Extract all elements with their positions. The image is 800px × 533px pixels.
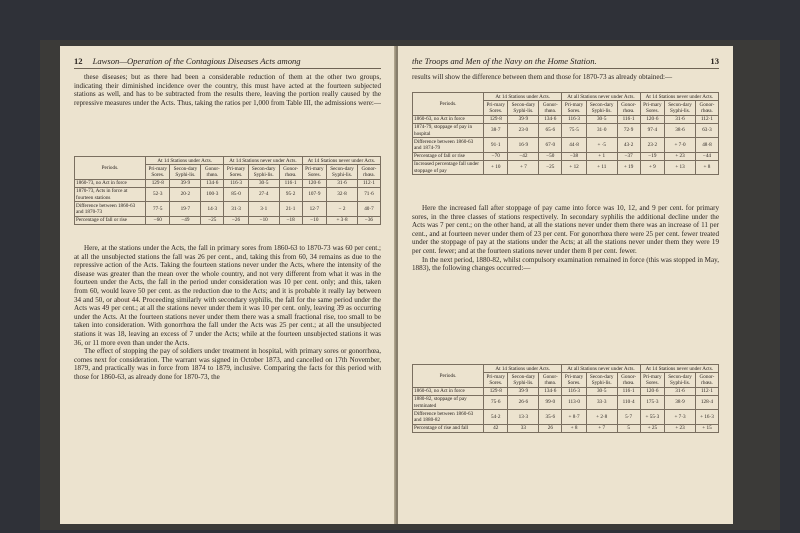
table-cell: −25 bbox=[201, 216, 224, 224]
table-cell: + 55·3 bbox=[640, 410, 664, 424]
table-cell: −42 bbox=[508, 152, 539, 160]
table-cell: 3·1 bbox=[248, 202, 279, 216]
table-cell: 99·0 bbox=[539, 395, 562, 409]
body-text bbox=[74, 73, 381, 107]
table-cell: 120·6 bbox=[640, 387, 664, 395]
terminated-table bbox=[412, 364, 719, 433]
table-cell: 23·0 bbox=[508, 123, 539, 137]
sub-header: Gonor-rhœa. bbox=[539, 101, 562, 115]
row-label: Percentage of fall or rise bbox=[413, 152, 484, 160]
table-cell: 31·6 bbox=[665, 115, 696, 123]
admissions-table bbox=[74, 156, 381, 225]
sub-header: Secon-dary Syphi-lis. bbox=[248, 165, 279, 179]
table-cell: 39·9 bbox=[170, 179, 201, 187]
table-cell: 67·0 bbox=[539, 138, 562, 152]
paragraph: these diseases; but as there had been a considerable reduction of them at the other two groups, indicating their diminished incidence over the country, this must have acted at the fourteen subjected stations as well, and has to be subtracted from the results there, leaving the portion really caused by the repressive measures under the Acts. Thus, taking the ratios per 1,000 from Table III, the admissions were:— bbox=[74, 73, 381, 107]
sub-header: Secon-dary Syphi-lis. bbox=[586, 373, 617, 387]
running-head bbox=[412, 56, 719, 66]
table-cell: 30·5 bbox=[248, 179, 279, 187]
table-cell: + 8·7 bbox=[562, 410, 586, 424]
sub-header: Secon-dary Syphi-lis. bbox=[508, 101, 539, 115]
sub-header: Secon-dary Syphi-lis. bbox=[170, 165, 201, 179]
periods-header: Periods. bbox=[413, 365, 484, 388]
table-cell: 33·3 bbox=[586, 395, 617, 409]
sub-header: Gonor-rhœa. bbox=[357, 165, 380, 179]
sub-header: Pri-mary Sores. bbox=[146, 165, 170, 179]
body-text bbox=[74, 244, 381, 382]
table-row bbox=[75, 202, 381, 216]
table-cell: 112·1 bbox=[357, 179, 380, 187]
table-cell: + 16·3 bbox=[695, 410, 718, 424]
table-cell: 31·6 bbox=[665, 387, 696, 395]
group-header: At 14 Stations never under Acts. bbox=[640, 93, 718, 101]
table-cell: + 3·8 bbox=[327, 216, 358, 224]
table-cell: 128·4 bbox=[695, 395, 718, 409]
row-label: Difference between 1860-63 and 1874-79 bbox=[413, 138, 484, 152]
table-cell: −50 bbox=[539, 152, 562, 160]
table-cell: 26·6 bbox=[508, 395, 539, 409]
sub-header: Gonor-rhœa. bbox=[617, 373, 640, 387]
paragraph: In the next period, 1880-82, whilst compulsory examination remained in force (this was stopped in May, 1883), the following changes occurred:— bbox=[412, 255, 719, 273]
sub-header: Secon-dary Syphi-lis. bbox=[665, 101, 696, 115]
table-cell: 129·8 bbox=[484, 115, 508, 123]
right-page bbox=[398, 46, 733, 524]
table-cell: 21·1 bbox=[279, 202, 302, 216]
table-cell: −25 bbox=[539, 160, 562, 174]
table-row bbox=[413, 160, 719, 174]
row-label: Increased percentage fall under stoppage of pay bbox=[413, 160, 484, 174]
row-label: 1860-63, no Act in force bbox=[413, 387, 484, 395]
table-cell: −26 bbox=[224, 216, 248, 224]
table-row bbox=[413, 424, 719, 432]
table-row bbox=[75, 179, 381, 187]
group-header: At 14 Stations never under Acts. bbox=[640, 365, 718, 373]
table-cell: 38·6 bbox=[665, 123, 696, 137]
group-header: At 14 Stations never under Acts. bbox=[224, 157, 302, 165]
group-header: At all Stations never under Acts. bbox=[562, 365, 640, 373]
table-row bbox=[413, 115, 719, 123]
table-cell: 134·6 bbox=[539, 387, 562, 395]
table-cell: −44 bbox=[695, 152, 718, 160]
table-cell: 112·1 bbox=[695, 387, 718, 395]
row-label: 1870-73, Acts in force at fourteen stations bbox=[75, 187, 146, 201]
table-cell: 120·6 bbox=[640, 115, 664, 123]
row-label: Difference between 1860-63 and 1870-73 bbox=[75, 202, 146, 216]
table-cell: + 23 bbox=[665, 152, 696, 160]
table-cell: + 1 bbox=[586, 152, 617, 160]
table-cell: + 7·0 bbox=[665, 138, 696, 152]
table-cell: 63·3 bbox=[695, 123, 718, 137]
header-rule bbox=[412, 68, 719, 69]
table-cell: 20·2 bbox=[170, 187, 201, 201]
sub-header: Gonor-rhœa. bbox=[695, 373, 718, 387]
periods-header: Periods. bbox=[75, 157, 146, 180]
table-cell: −10 bbox=[302, 216, 326, 224]
table-cell: −36 bbox=[357, 216, 380, 224]
sub-header: Gonor-rhœa. bbox=[695, 101, 718, 115]
table-cell: 77·5 bbox=[146, 202, 170, 216]
table-row bbox=[75, 216, 381, 224]
sub-header: Secon-dary Syphi-lis. bbox=[508, 373, 539, 387]
table-cell: 116·3 bbox=[562, 387, 586, 395]
table-cell: 54·2 bbox=[484, 410, 508, 424]
table-cell: 134·6 bbox=[201, 179, 224, 187]
sub-header: Pri-mary Sores. bbox=[640, 373, 664, 387]
sub-header: Gonor-rhœa. bbox=[279, 165, 302, 179]
paragraph: The effect of stopping the pay of soldiers under treatment in hospital, with primary sores or gonorrhœa, comes next for consideration. The warrant was signed in October 1873, and cancelled on 17th November, 1879, and practically was in force from 1874 to 1879, inclusive. Comparing the facts for this period with those for 1860-63, as already done for 1870-73, the bbox=[74, 347, 381, 381]
table-cell: −10 bbox=[248, 216, 279, 224]
row-label: Difference between 1860-63 and 1880-82 bbox=[413, 410, 484, 424]
row-label: 1880-82, stoppage of pay terminated bbox=[413, 395, 484, 409]
table-cell: −70 bbox=[484, 152, 508, 160]
table-cell: 32·8 bbox=[327, 187, 358, 201]
table-cell: 13·3 bbox=[508, 410, 539, 424]
paragraph: Here the increased fall after stoppage of pay came into force was 10, 12, and 9 per cent. for primary sores, in the three classes of stations respectively. In secondary syphilis the additional decline under the Acts was 7 per cent.; on the other hand, at all the stations never under them there was an increase of 11 per cent., and at fourteen never under them of 23 per cent. For gonorrhœa there were 25 per cent. fewer treated under the stoppage of pay at the stations under the Acts; at all the stations never under them they were 19 per cent. fewer; and at the fourteen stations never under them 8 per cent. fewer. bbox=[412, 204, 719, 255]
group-header: At all Stations never under Acts. bbox=[562, 93, 640, 101]
table-cell: 100·3 bbox=[201, 187, 224, 201]
table-cell: + 15 bbox=[695, 424, 718, 432]
table-cell: + 11 bbox=[586, 160, 617, 174]
page-number: 13 bbox=[710, 56, 719, 66]
table-cell: 129·8 bbox=[146, 179, 170, 187]
sub-header: Secon-dary Syphi-lis. bbox=[327, 165, 358, 179]
row-label: 1860-73, no Act in force bbox=[75, 179, 146, 187]
table-cell: 35·6 bbox=[539, 410, 562, 424]
table-cell: 30·5 bbox=[586, 387, 617, 395]
running-head bbox=[74, 56, 381, 66]
table-cell: 30·5 bbox=[586, 115, 617, 123]
stoppage-table bbox=[412, 92, 719, 175]
table-cell: + 2·8 bbox=[586, 410, 617, 424]
sub-header: Pri-mary Sores. bbox=[484, 101, 508, 115]
page-number: 12 bbox=[74, 56, 83, 66]
table-cell: + 7 bbox=[586, 424, 617, 432]
table-cell: 5 bbox=[617, 424, 640, 432]
table-cell: + 13 bbox=[665, 160, 696, 174]
table-cell: 12·7 bbox=[302, 202, 326, 216]
row-label: 1860-63, no Act in force bbox=[413, 115, 484, 123]
table-cell: 27·4 bbox=[248, 187, 279, 201]
running-head-text: Lawson—Operation of the Contagious Diseases Acts among bbox=[92, 56, 301, 66]
table-row bbox=[413, 123, 719, 137]
table-cell: 116·3 bbox=[224, 179, 248, 187]
left-page bbox=[60, 46, 396, 524]
group-header: At 14 Stations never under Acts. bbox=[302, 157, 380, 165]
table-cell: + 12 bbox=[562, 160, 586, 174]
sub-header: Gonor-rhœa. bbox=[617, 101, 640, 115]
table-cell: 38·7 bbox=[484, 123, 508, 137]
table-cell: 75·6 bbox=[484, 395, 508, 409]
row-label: Percentage of fall or rise bbox=[75, 216, 146, 224]
table-cell: 26 bbox=[539, 424, 562, 432]
table-cell: 38·9 bbox=[665, 395, 696, 409]
group-header: At 14 Stations under Acts. bbox=[484, 365, 562, 373]
table-cell: + 8 bbox=[695, 160, 718, 174]
table-cell: + 8 bbox=[562, 424, 586, 432]
table-cell: 39·9 bbox=[508, 387, 539, 395]
table-cell: + 9 bbox=[640, 160, 664, 174]
sub-header: Pri-mary Sores. bbox=[224, 165, 248, 179]
table-cell: 44·8 bbox=[562, 138, 586, 152]
sub-header: Secon-dary Syphi-lis. bbox=[586, 101, 617, 115]
table-cell: 39·9 bbox=[508, 115, 539, 123]
table-cell: −18 bbox=[279, 216, 302, 224]
row-label: Percentage of rise and fall bbox=[413, 424, 484, 432]
table-cell: 129·8 bbox=[484, 387, 508, 395]
table-cell: 42 bbox=[484, 424, 508, 432]
table-cell: 31·0 bbox=[586, 123, 617, 137]
table-cell: 40·7 bbox=[357, 202, 380, 216]
table-cell: 134·6 bbox=[539, 115, 562, 123]
table-cell: + 10 bbox=[484, 160, 508, 174]
running-head-text: the Troops and Men of the Navy on the Home Station. bbox=[412, 56, 597, 66]
table-cell: −60 bbox=[146, 216, 170, 224]
header-rule bbox=[74, 68, 381, 69]
table-row bbox=[413, 395, 719, 409]
sub-header: Gonor-rhœa. bbox=[201, 165, 224, 179]
table-cell: 31·6 bbox=[327, 179, 358, 187]
table-cell: 65·6 bbox=[539, 123, 562, 137]
sub-header: Pri-mary Sores. bbox=[484, 373, 508, 387]
table-cell: 113·0 bbox=[562, 395, 586, 409]
table-cell: 33 bbox=[508, 424, 539, 432]
body-text bbox=[412, 73, 719, 82]
table-row bbox=[413, 410, 719, 424]
periods-header: Periods. bbox=[413, 93, 484, 116]
sub-header: Pri-mary Sores. bbox=[302, 165, 326, 179]
table-cell: 107·9 bbox=[302, 187, 326, 201]
table-cell: 175·3 bbox=[640, 395, 664, 409]
table-cell: 19·7 bbox=[170, 202, 201, 216]
row-label: 1874-79, stoppage of pay in hospital bbox=[413, 123, 484, 137]
table-cell: 116·1 bbox=[617, 115, 640, 123]
sub-header: Pri-mary Sores. bbox=[562, 101, 586, 115]
table-cell: 97·4 bbox=[640, 123, 664, 137]
sub-header: Pri-mary Sores. bbox=[640, 101, 664, 115]
table-cell: + 25 bbox=[640, 424, 664, 432]
sub-header: Gonor-rhœa. bbox=[539, 373, 562, 387]
table-cell: 85·0 bbox=[224, 187, 248, 201]
table-cell: −49 bbox=[170, 216, 201, 224]
table-row bbox=[413, 152, 719, 160]
table-cell: 23·2 bbox=[640, 138, 664, 152]
table-cell: 112·1 bbox=[695, 115, 718, 123]
table-cell: 71·6 bbox=[357, 187, 380, 201]
table-cell: + 7 bbox=[508, 160, 539, 174]
table-cell: 75·5 bbox=[562, 123, 586, 137]
table-cell: + ·5 bbox=[586, 138, 617, 152]
table-cell: 5·7 bbox=[617, 410, 640, 424]
table-cell: −19 bbox=[640, 152, 664, 160]
table-cell: 95·2 bbox=[279, 187, 302, 201]
group-header: At 14 Stations under Acts. bbox=[146, 157, 224, 165]
table-cell: − 2 bbox=[327, 202, 358, 216]
table-cell: 31·3 bbox=[224, 202, 248, 216]
sub-header: Secon-dary Syphi-lis. bbox=[665, 373, 696, 387]
table-cell: 48·8 bbox=[695, 138, 718, 152]
table-cell: 110·4 bbox=[617, 395, 640, 409]
table-cell: 120·6 bbox=[302, 179, 326, 187]
table-cell: 116·1 bbox=[279, 179, 302, 187]
group-header: At 14 Stations under Acts. bbox=[484, 93, 562, 101]
table-cell: 72·9 bbox=[617, 123, 640, 137]
table-cell: + 7·3 bbox=[665, 410, 696, 424]
table-row bbox=[75, 187, 381, 201]
paragraph: results will show the difference between them and those for 1870-73 as already obtained:— bbox=[412, 73, 673, 81]
table-cell: + 23 bbox=[665, 424, 696, 432]
table-row bbox=[413, 387, 719, 395]
sub-header: Pri-mary Sores. bbox=[562, 373, 586, 387]
table-cell: 14·3 bbox=[201, 202, 224, 216]
table-cell: −37 bbox=[617, 152, 640, 160]
table-cell: 116·1 bbox=[617, 387, 640, 395]
table-cell: −38 bbox=[562, 152, 586, 160]
table-cell: + 19 bbox=[617, 160, 640, 174]
table-cell: 116·3 bbox=[562, 115, 586, 123]
table-cell: 43·2 bbox=[617, 138, 640, 152]
table-cell: 16·9 bbox=[508, 138, 539, 152]
table-cell: 91·1 bbox=[484, 138, 508, 152]
paragraph: Here, at the stations under the Acts, the fall in primary sores from 1860-63 to 1870-73 was 60 per cent.; at all the unsubjected stations the fall was 26 per cent., and, taking this from 60, 34 remains as due to the repressive action of the Acts. Taking the fourteen stations never under the Acts, where the intensity of the disease was greater than the mean over the whole country, and not very different from what it was in the fourteen under the Acts, the fall in the period under consideration was 10 per cent. only; and this, taken from 60, would leave 50 per cent. as the reduction due to the Acts; and it is probable it really lay between 34 and 50, or about 44. Proceeding similarly with secondary syphilis, the fall for the same period under the Acts was 49 per cent.; at all the stations never under them it was 10 per cent. only, leaving 39 as occurring under the Acts. At the fourteen stations never under them there was a small fractional rise, too small to be taken into consideration. With gonorrhœa the fall under the Acts was 25 per cent.; at all the unsubjected stations it was 18, leaving an excess of 7 under the Acts; while at the fourteen unsubjected stations it was 36, or 11 more even than under the Acts. bbox=[74, 244, 381, 347]
table-row bbox=[413, 138, 719, 152]
table-cell: 52·3 bbox=[146, 187, 170, 201]
body-text bbox=[412, 204, 719, 273]
